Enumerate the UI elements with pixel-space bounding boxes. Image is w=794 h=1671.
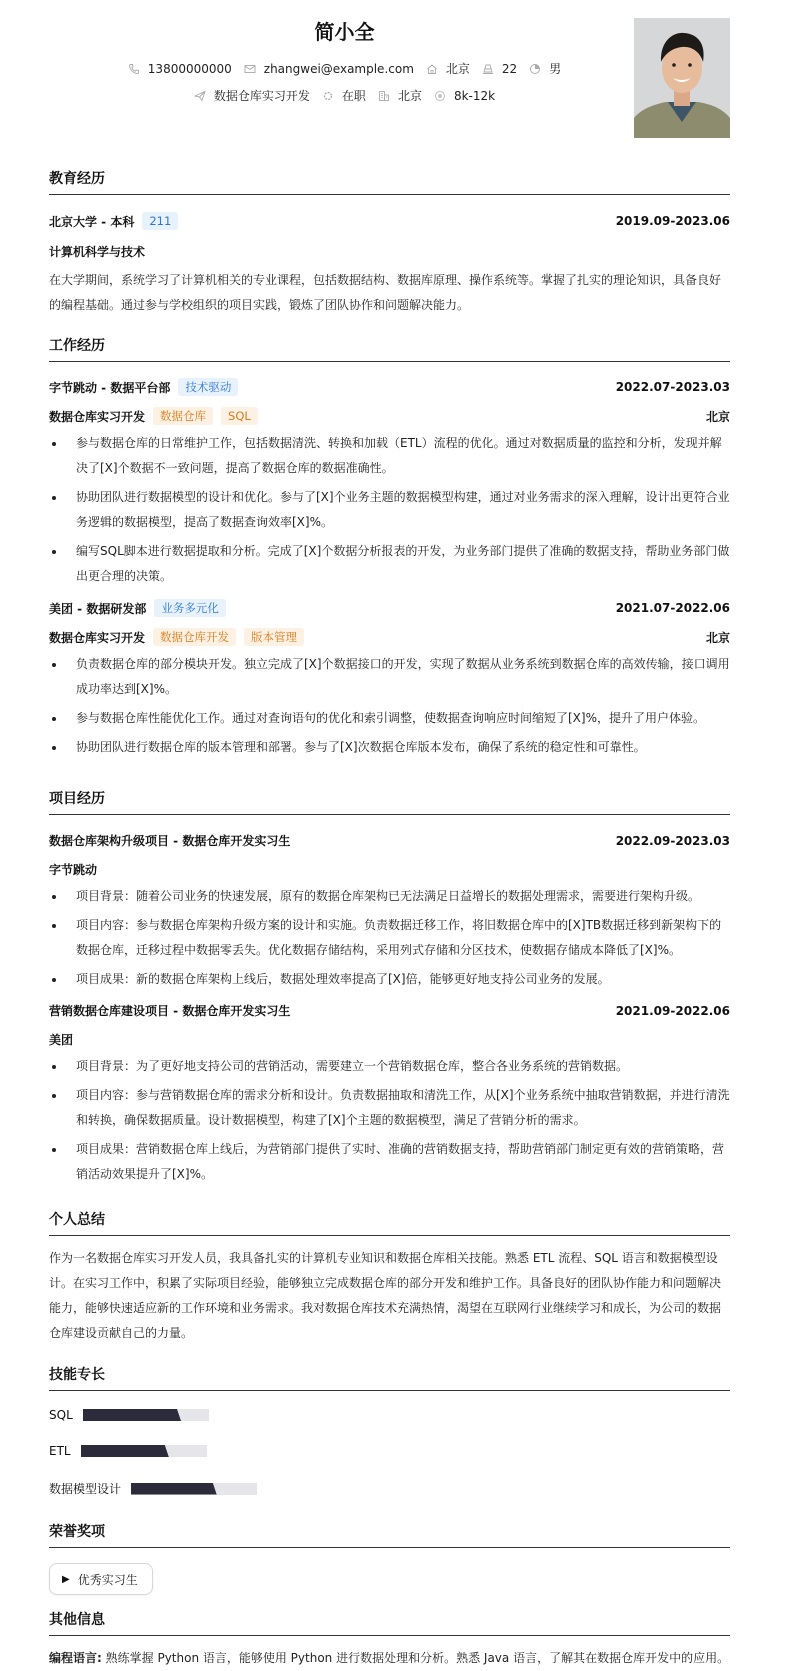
- skill-fill: [83, 1409, 181, 1421]
- project-name: 营销数据仓库建设项目 - 数据仓库开发实习生: [49, 1004, 291, 1018]
- list-item: 协助团队进行数据模型的设计和优化。参与了[X]个业务主题的数据模型构建，通过对业务需求的深入理解，设计出更符合业务逻辑的数据模型，提高了数据查询效率[X]%。: [49, 485, 730, 535]
- skills-list: [49, 1408, 730, 1519]
- education-date: 2019.09-2023.06: [615, 214, 730, 228]
- intent-salary: [434, 89, 495, 103]
- status-value: 在职: [341, 89, 366, 103]
- section-title-education: 教育经历: [49, 168, 730, 195]
- skill-name: 数据模型设计: [49, 1482, 122, 1496]
- work-role-row: [49, 407, 730, 425]
- company-tag: 业务多元化: [154, 599, 226, 617]
- project-item: [49, 1002, 730, 1187]
- skill-bar: [81, 1445, 207, 1457]
- work-section: [49, 335, 730, 760]
- work-company-row: [49, 599, 730, 617]
- work-location: 北京: [705, 630, 730, 645]
- award-label: 优秀实习生: [77, 1572, 138, 1587]
- list-item: 协助团队进行数据仓库的版本管理和部署。参与了[X]次数据仓库版本发布，确保了系统的稳定性和可靠性。: [49, 735, 730, 760]
- work-location: 北京: [705, 409, 730, 424]
- section-title-summary: 个人总结: [49, 1209, 730, 1236]
- list-item: 项目内容：参与数据仓库架构升级方案的设计和实施。负责数据迁移工作，将旧数据仓库中的[X]TB数据迁移到新架构下的数据仓库，迁移过程中数据零丢失。优化数据存储结构，采用列式存储和分区技术，使数据存储成本降低了[X]%。: [49, 913, 730, 963]
- contact-gender: [529, 60, 561, 77]
- major: 计算机科学与技术: [49, 245, 146, 259]
- work-bullets: [49, 431, 730, 589]
- company-name: 美团 - 数据研发部: [49, 601, 147, 616]
- work-role-row: [49, 628, 730, 646]
- list-item: 项目背景：随着公司业务的快速发展，原有的数据仓库架构已无法满足日益增长的数据处理需求，需要进行架构升级。: [49, 884, 730, 909]
- skill-bar: [83, 1409, 209, 1421]
- list-item: 项目成果：营销数据仓库上线后，为营销部门提供了实时、准确的营销数据支持，帮助营销部门制定更有效的营销策略，营销活动效果提升了[X]%。: [49, 1137, 730, 1187]
- school-name: 北京大学 - 本科: [49, 214, 135, 229]
- skill-item: [49, 1408, 396, 1422]
- education-section: [49, 168, 730, 318]
- avatar: [634, 18, 730, 138]
- role-tag: 版本管理: [244, 628, 304, 646]
- skill-fill: [81, 1445, 169, 1457]
- contact-email: [244, 62, 414, 76]
- gender-icon: [529, 63, 541, 75]
- status-icon: [322, 90, 334, 102]
- other-info: [49, 1646, 730, 1671]
- other-label: 编程语言:: [49, 1651, 102, 1665]
- project-header-row: [49, 1002, 730, 1019]
- awards-section: [49, 1521, 730, 1595]
- skill-item: [49, 1480, 396, 1497]
- contact-row: [49, 60, 730, 77]
- project-name: 数据仓库架构升级项目 - 数据仓库开发实习生: [49, 834, 291, 848]
- summary-section: [49, 1209, 730, 1346]
- list-item: 参与数据仓库的日常维护工作，包括数据清洗、转换和加载（ETL）流程的优化。通过对数据质量的监控和分析，发现并解决了[X]个数据不一致问题，提高了数据仓库的数据准确性。: [49, 431, 730, 481]
- home-icon: [426, 63, 438, 75]
- project-item: [49, 832, 730, 992]
- salary-value: 8k-12k: [453, 88, 496, 103]
- intent-city: [378, 87, 422, 104]
- building-icon: [378, 90, 390, 102]
- intent-city-value: 北京: [397, 89, 422, 103]
- section-title-other: 其他信息: [49, 1609, 730, 1636]
- role-tag: SQL: [221, 407, 258, 425]
- job-intent-row: [49, 87, 730, 104]
- project-date: 2022.09-2023.03: [615, 833, 730, 848]
- skill-bar: [131, 1483, 257, 1495]
- project-header-row: [49, 832, 730, 849]
- project-date: 2021.09-2022.06: [615, 1003, 730, 1018]
- project-org: 美团: [49, 1033, 74, 1047]
- intent-position: [194, 87, 310, 104]
- education-description: 在大学期间，系统学习了计算机相关的专业课程，包括数据结构、数据库原理、操作系统等。掌握了扎实的理论知识，具备良好的编程基础。通过参与学校组织的项目实践，锻炼了团队协作和问题解决能力。: [49, 273, 722, 312]
- skill-name: SQL: [49, 1408, 73, 1422]
- project-org: 字节跳动: [49, 863, 98, 877]
- other-section: [49, 1609, 730, 1671]
- position-value: 数据仓库实习开发: [213, 89, 310, 103]
- intent-status: [322, 87, 366, 104]
- age-value: 22: [501, 61, 518, 76]
- candidate-name: 简小全: [314, 20, 375, 44]
- skill-fill: [131, 1483, 217, 1495]
- gender-value: 男: [549, 62, 562, 76]
- section-title-work: 工作经历: [49, 335, 730, 362]
- work-date: 2021.07-2022.06: [615, 601, 730, 615]
- section-title-projects: 项目经历: [49, 788, 730, 815]
- salary-icon: [434, 90, 446, 102]
- company-name: 字节跳动 - 数据平台部: [49, 380, 171, 395]
- school-tag: 211: [142, 212, 178, 230]
- project-bullets: [49, 1054, 730, 1187]
- work-item: [49, 378, 730, 589]
- contact-phone: [128, 62, 232, 76]
- list-item: 负责数据仓库的部分模块开发。独立完成了[X]个数据接口的开发，实现了数据从业务系统到数据仓库的高效传输，接口调用成功率达到[X]%。: [49, 652, 730, 702]
- role-tag: 数据仓库开发: [153, 628, 236, 646]
- age-icon: [482, 63, 494, 75]
- role-tag: 数据仓库: [153, 407, 213, 425]
- projects-section: [49, 788, 730, 1187]
- send-icon: [194, 90, 206, 102]
- phone-icon: [128, 63, 140, 75]
- skills-section: [49, 1364, 730, 1519]
- list-item: 项目成果：新的数据仓库架构上线后，数据处理效率提高了[X]倍，能够更好地支持公司业务的发展。: [49, 967, 730, 992]
- company-tag: 技术驱动: [178, 378, 238, 396]
- section-title-skills: 技能专长: [49, 1364, 730, 1391]
- list-item: 项目背景：为了更好地支持公司的营销活动，需要建立一个营销数据仓库，整合各业务系统的营销数据。: [49, 1054, 730, 1079]
- section-title-awards: 荣誉奖项: [49, 1521, 730, 1548]
- list-item: 编写SQL脚本进行数据提取和分析。完成了[X]个数据分析报表的开发，为业务部门提供了准确的数据支持，帮助业务部门做出更合理的决策。: [49, 539, 730, 589]
- email-value: zhangwei@example.com: [263, 61, 414, 76]
- work-date: 2022.07-2023.03: [615, 380, 730, 394]
- work-item: [49, 599, 730, 760]
- role-name: 数据仓库实习开发: [49, 630, 146, 645]
- phone-value: 13800000000: [147, 61, 232, 76]
- project-bullets: [49, 884, 730, 992]
- work-company-row: [49, 378, 730, 396]
- education-header-row: [49, 212, 730, 230]
- resume-header: [49, 0, 730, 150]
- skill-item: [49, 1444, 396, 1458]
- triangle-right-icon: ▶: [62, 1573, 70, 1585]
- list-item: 项目内容：参与营销数据仓库的需求分析和设计。负责数据抽取和清洗工作，从[X]个业务系统中抽取营销数据，并进行清洗和转换，确保数据质量。设计数据模型，构建了[X]个主题的数据模型，满足了营销分析的需求。: [49, 1083, 730, 1133]
- contact-city: [426, 60, 470, 77]
- work-bullets: [49, 652, 730, 760]
- summary-text: 作为一名数据仓库实习开发人员，我具备扎实的计算机专业知识和数据仓库相关技能。熟悉 ETL 流程、SQL 语言和数据模型设计。在实习工作中，积累了实际项目经验，能够独立完成数据仓库的部分开发和维护工作。具备良好的团队协作能力和问题解决能力，能够快速适应新的工作环境和业务需求。我对数据仓库技术充满热情，渴望在互联网行业继续学习和成长，为公司的数据仓库建设贡献自己的力量。: [49, 1251, 722, 1340]
- list-item: 参与数据仓库性能优化工作。通过对查询语句的优化和索引调整，使数据查询响应时间缩短了[X]%，提升了用户体验。: [49, 706, 730, 731]
- contact-age: [482, 62, 517, 76]
- role-name: 数据仓库实习开发: [49, 409, 146, 424]
- skill-name: ETL: [49, 1444, 71, 1458]
- award-item: [49, 1563, 153, 1595]
- other-text: 熟练掌握 Python 语言，能够使用 Python 进行数据处理和分析。熟悉 Java 语言，了解其在数据仓库开发中的应用。: [105, 1651, 730, 1665]
- mail-icon: [244, 63, 256, 75]
- city-value: 北京: [445, 62, 470, 76]
